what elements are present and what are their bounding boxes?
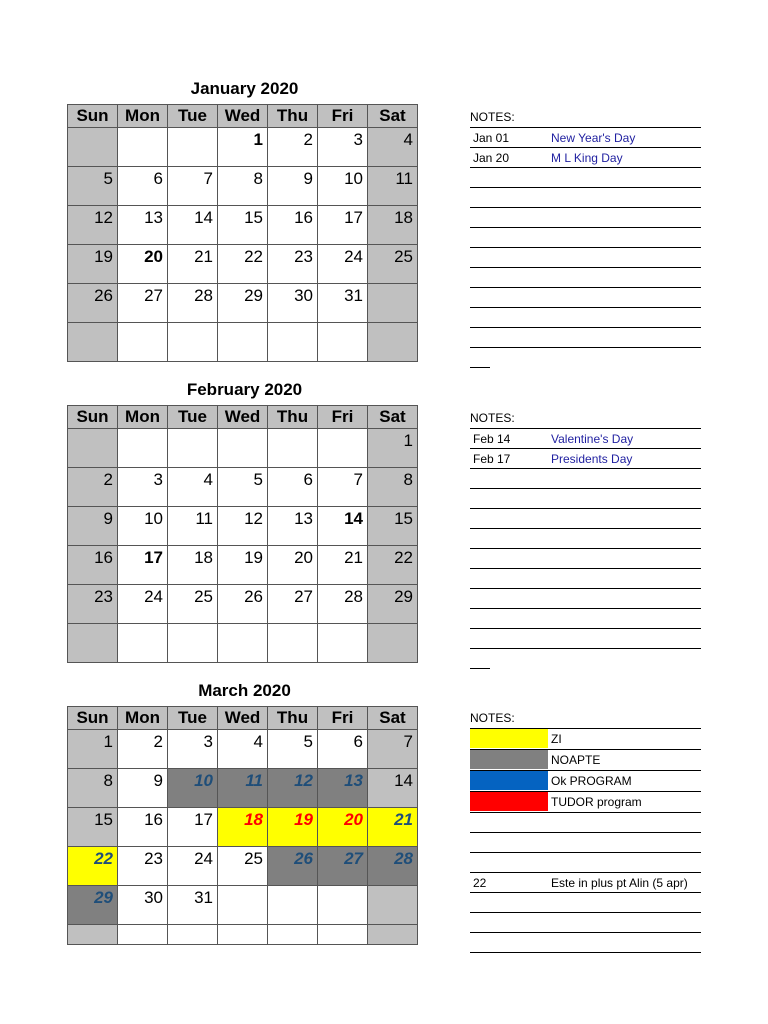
weekday-sat: Sat [368,406,418,429]
day-cell[interactable]: 7 [168,167,218,206]
day-cell[interactable]: 3 [168,730,218,769]
day-cell[interactable]: 25 [168,585,218,624]
calendar-february [67,405,418,663]
day-cell[interactable]: 20 [268,546,318,585]
day-cell[interactable]: 15 [368,507,418,546]
week-row [68,468,418,507]
day-cell[interactable]: 10 [118,507,168,546]
day-cell[interactable] [68,323,118,362]
day-cell[interactable] [218,323,268,362]
day-cell-day[interactable]: 22 [68,847,118,886]
note-row-empty[interactable] [470,288,701,308]
day-cell[interactable]: 2 [68,468,118,507]
weekday-tue: Tue [168,406,218,429]
day-cell[interactable]: 26 [68,284,118,323]
day-cell[interactable]: 20 [118,245,168,284]
note-row-empty[interactable] [470,208,701,228]
day-cell[interactable]: 5 [68,167,118,206]
day-cell[interactable]: 31 [318,284,368,323]
day-cell[interactable]: 29 [218,284,268,323]
note-row-empty[interactable] [470,833,701,853]
day-cell[interactable] [368,323,418,362]
day-cell[interactable] [268,429,318,468]
legend-row [470,771,701,792]
day-cell[interactable] [318,925,368,945]
day-cell[interactable]: 9 [118,769,168,808]
day-cell[interactable]: 6 [318,730,368,769]
day-cell[interactable]: 10 [318,167,368,206]
day-cell[interactable]: 25 [368,245,418,284]
day-cell[interactable]: 4 [218,730,268,769]
day-cell[interactable] [368,624,418,663]
day-cell[interactable]: 12 [68,206,118,245]
legend-swatch-gray [470,750,548,769]
day-cell-night[interactable]: 12 [268,769,318,808]
day-cell[interactable]: 15 [68,808,118,847]
day-cell[interactable]: 19 [218,546,268,585]
day-cell[interactable]: 24 [118,585,168,624]
weekday-fri: Fri [318,707,368,730]
note-row-empty[interactable] [470,933,701,953]
day-cell-day[interactable]: 21 [368,808,418,847]
note-row-empty[interactable] [470,853,701,873]
day-cell[interactable] [318,886,368,925]
day-cell[interactable] [118,925,168,945]
day-cell-night[interactable]: 27 [318,847,368,886]
day-cell[interactable]: 2 [268,128,318,167]
weekday-thu: Thu [268,707,318,730]
day-cell[interactable] [68,624,118,663]
day-cell[interactable]: 14 [368,769,418,808]
day-cell[interactable]: 1 [218,128,268,167]
day-cell[interactable]: 12 [218,507,268,546]
month-title-january: January 2020 [190,79,299,98]
week-row [68,886,418,925]
day-cell[interactable] [368,284,418,323]
day-cell[interactable]: 18 [168,546,218,585]
day-cell[interactable] [268,624,318,663]
legend-swatch-blue [470,771,548,790]
day-cell[interactable]: 14 [168,206,218,245]
weekday-mon: Mon [118,406,168,429]
note-row-empty[interactable] [470,308,701,328]
notes-february [470,408,701,669]
day-cell[interactable]: 17 [168,808,218,847]
week-row [68,245,418,284]
day-cell-day[interactable]: 19 [268,808,318,847]
weekday-thu: Thu [268,406,318,429]
day-cell[interactable]: 30 [118,886,168,925]
weekday-sat: Sat [368,707,418,730]
legend-label: NOAPTE [551,753,601,767]
day-cell[interactable] [318,429,368,468]
week-row [68,167,418,206]
day-cell[interactable] [268,886,318,925]
weekday-wed: Wed [218,707,268,730]
month-title-march: March 2020 [198,681,291,700]
weekday-wed: Wed [218,406,268,429]
legend-row [470,792,701,813]
day-cell[interactable]: 17 [118,546,168,585]
day-cell[interactable]: 27 [268,585,318,624]
note-row-empty[interactable] [470,489,701,509]
note-row-empty[interactable] [470,813,701,833]
weekday-wed: Wed [218,105,268,128]
week-row [68,624,418,663]
day-cell[interactable]: 6 [268,468,318,507]
day-cell[interactable] [368,925,418,945]
note-row-empty[interactable] [470,228,701,248]
legend-label: Ok PROGRAM [551,774,632,788]
day-cell-night[interactable]: 11 [218,769,268,808]
notes-label: NOTES: [470,411,515,425]
day-cell-night[interactable]: 13 [318,769,368,808]
notes-label: NOTES: [470,711,515,725]
legend-row [470,750,701,771]
weekday-fri: Fri [318,105,368,128]
day-cell[interactable] [68,925,118,945]
note-row-empty[interactable] [470,348,490,368]
day-cell[interactable]: 26 [218,585,268,624]
day-cell[interactable]: 16 [68,546,118,585]
day-cell[interactable]: 3 [318,128,368,167]
day-cell[interactable]: 19 [68,245,118,284]
note-row[interactable] [470,873,701,893]
legend-swatch-red [470,792,548,811]
day-cell[interactable]: 2 [118,730,168,769]
day-cell[interactable]: 7 [318,468,368,507]
day-cell[interactable] [318,624,368,663]
day-cell[interactable]: 25 [218,847,268,886]
note-row-empty[interactable] [470,609,701,629]
day-cell[interactable] [218,925,268,945]
note-row-empty[interactable] [470,268,701,288]
note-date: Jan 20 [473,150,510,165]
day-cell-day[interactable]: 18 [218,808,268,847]
day-cell[interactable]: 31 [168,886,218,925]
day-cell[interactable]: 16 [118,808,168,847]
note-row-empty[interactable] [470,248,701,268]
day-cell[interactable]: 9 [68,507,118,546]
day-cell[interactable]: 7 [368,730,418,769]
day-cell[interactable] [218,624,268,663]
day-cell-night[interactable]: 28 [368,847,418,886]
day-cell[interactable] [218,886,268,925]
legend-label: TUDOR program [551,795,642,809]
note-row[interactable] [470,449,701,469]
day-cell[interactable] [168,624,218,663]
day-cell[interactable]: 21 [168,245,218,284]
day-cell[interactable] [118,429,168,468]
day-cell[interactable]: 17 [318,206,368,245]
day-cell[interactable]: 1 [68,730,118,769]
day-cell[interactable] [168,323,218,362]
note-row[interactable] [470,428,701,449]
day-cell[interactable] [168,128,218,167]
note-text: Valentine's Day [551,431,634,446]
legend-row [470,728,701,750]
day-cell[interactable]: 4 [168,468,218,507]
note-row-empty[interactable] [470,549,701,569]
note-row-empty[interactable] [470,569,701,589]
calendar-march [67,706,418,945]
note-row-empty[interactable] [470,649,490,669]
weekday-fri: Fri [318,406,368,429]
note-row-empty[interactable] [470,188,701,208]
week-row [68,730,418,769]
week-row [68,429,418,468]
legend-label: ZI [551,732,562,746]
week-row [68,769,418,808]
legend-swatch-yellow [470,729,548,748]
note-row-empty[interactable] [470,469,701,489]
note-row-empty[interactable] [470,893,701,913]
day-cell[interactable] [218,429,268,468]
day-cell[interactable]: 6 [118,167,168,206]
day-cell[interactable]: 22 [368,546,418,585]
note-date: Jan 01 [473,130,510,145]
day-cell[interactable]: 3 [118,468,168,507]
day-cell[interactable]: 30 [268,284,318,323]
note-row-empty[interactable] [470,589,701,609]
day-cell[interactable]: 15 [218,206,268,245]
day-cell[interactable]: 23 [68,585,118,624]
weekday-sun: Sun [68,707,118,730]
weekday-mon: Mon [118,105,168,128]
notes-january [470,107,701,368]
day-cell[interactable]: 23 [268,245,318,284]
day-cell[interactable] [118,323,168,362]
week-row [68,323,418,362]
week-row [68,585,418,624]
day-cell[interactable]: 16 [268,206,318,245]
day-cell[interactable] [68,429,118,468]
day-cell[interactable]: 11 [368,167,418,206]
week-row [68,808,418,847]
day-cell[interactable]: 29 [368,585,418,624]
day-cell[interactable]: 22 [218,245,268,284]
notes-label: NOTES: [470,110,515,124]
day-cell[interactable]: 9 [268,167,318,206]
day-cell[interactable]: 8 [368,468,418,507]
day-cell[interactable] [368,886,418,925]
day-cell-day[interactable]: 20 [318,808,368,847]
day-cell[interactable]: 18 [368,206,418,245]
week-row [68,507,418,546]
note-text: New Year's Day [551,130,636,145]
week-row [68,925,418,945]
month-title-february: February 2020 [186,380,303,399]
day-cell[interactable] [118,624,168,663]
calendar-january [67,104,418,362]
day-cell[interactable] [118,128,168,167]
notes-march [470,708,701,953]
week-row [68,128,418,167]
day-cell[interactable]: 13 [268,507,318,546]
day-cell[interactable]: 5 [218,468,268,507]
note-row[interactable] [470,148,701,168]
day-cell[interactable]: 8 [218,167,268,206]
day-cell[interactable]: 5 [268,730,318,769]
day-cell[interactable]: 1 [368,429,418,468]
day-cell[interactable]: 4 [368,128,418,167]
note-row-empty[interactable] [470,168,701,188]
day-cell[interactable]: 23 [118,847,168,886]
note-date: Feb 17 [473,451,511,466]
note-row[interactable] [470,127,701,148]
day-cell[interactable] [168,429,218,468]
day-cell[interactable]: 24 [318,245,368,284]
note-row-empty[interactable] [470,629,701,649]
day-cell-night[interactable]: 29 [68,886,118,925]
note-text: M L King Day [551,150,623,165]
weekday-sun: Sun [68,406,118,429]
day-cell[interactable] [268,925,318,945]
day-cell[interactable]: 8 [68,769,118,808]
note-row-empty[interactable] [470,509,701,529]
day-cell-night[interactable]: 26 [268,847,318,886]
day-cell-night[interactable]: 10 [168,769,218,808]
weekday-tue: Tue [168,105,218,128]
day-cell[interactable] [168,925,218,945]
day-cell[interactable]: 27 [118,284,168,323]
day-cell[interactable] [318,323,368,362]
week-row [68,206,418,245]
weekday-thu: Thu [268,105,318,128]
note-date: 22 [473,875,487,890]
day-cell[interactable] [68,128,118,167]
week-row [68,546,418,585]
weekday-sat: Sat [368,105,418,128]
day-cell[interactable]: 28 [318,585,368,624]
note-row-empty[interactable] [470,913,701,933]
day-cell[interactable]: 13 [118,206,168,245]
day-cell[interactable]: 28 [168,284,218,323]
week-row [68,284,418,323]
note-row-empty[interactable] [470,529,701,549]
week-row [68,847,418,886]
note-date: Feb 14 [473,431,511,446]
note-text: Presidents Day [551,451,633,466]
weekday-sun: Sun [68,105,118,128]
weekday-tue: Tue [168,707,218,730]
day-cell[interactable]: 21 [318,546,368,585]
weekday-mon: Mon [118,707,168,730]
day-cell[interactable]: 24 [168,847,218,886]
day-cell[interactable] [268,323,318,362]
day-cell[interactable]: 11 [168,507,218,546]
day-cell[interactable]: 14 [318,507,368,546]
note-text: Este in plus pt Alin (5 apr) [551,875,688,890]
note-row-empty[interactable] [470,328,701,348]
